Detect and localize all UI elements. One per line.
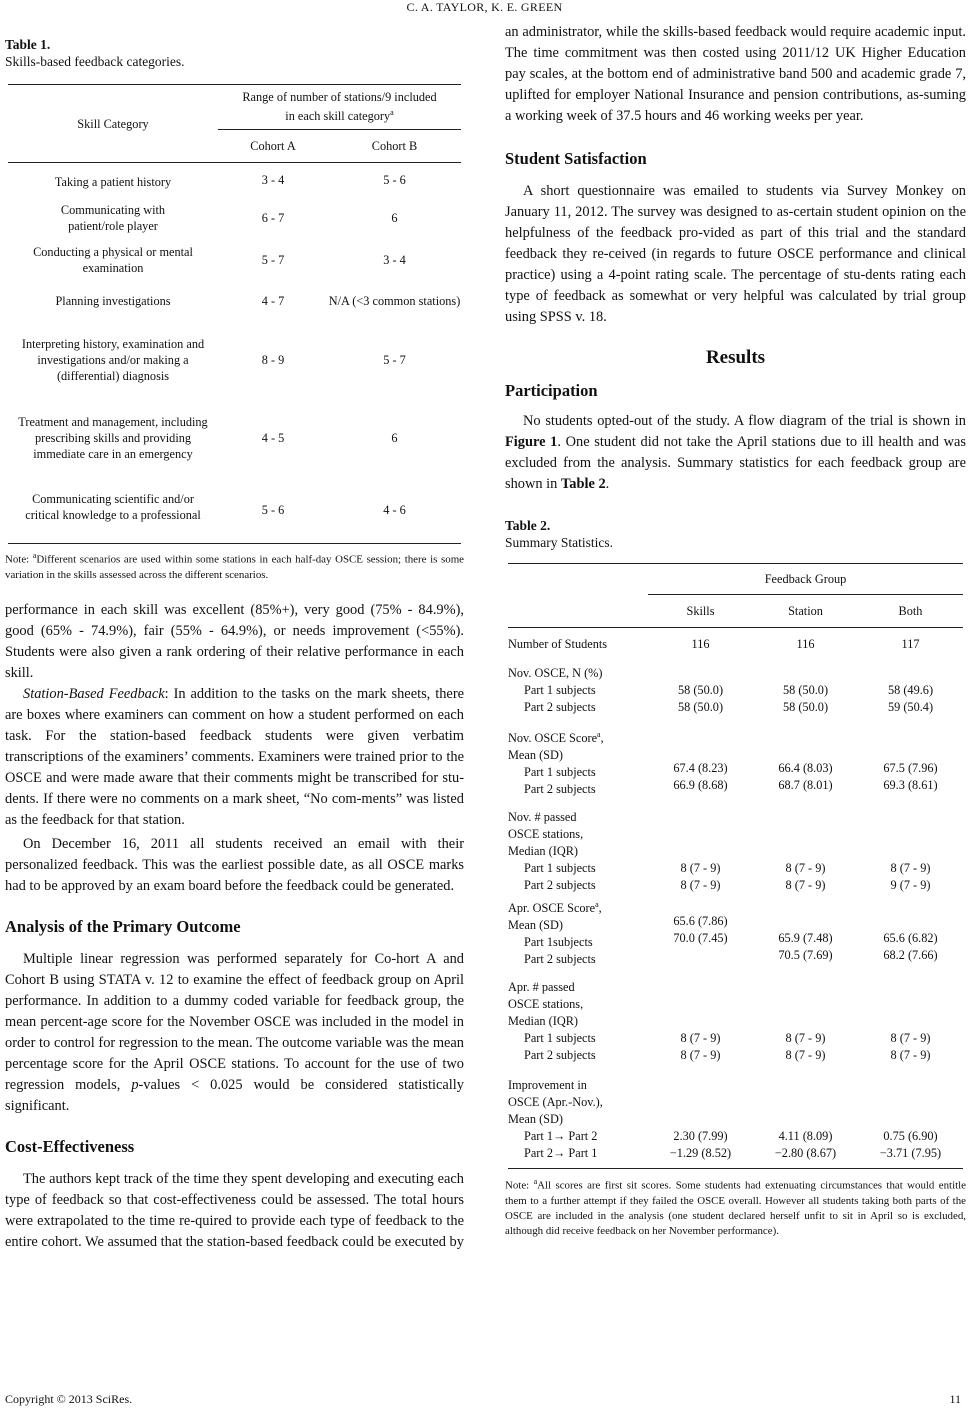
table-row: Treatment and management, including prescribing skills and providing immediate care in an emergency 4 - 5 6 (18, 415, 398, 461)
section-heading: Analysis of the Primary Outcome (5, 916, 241, 936)
left-column (5, 22, 464, 1253)
table-row: Communicating scientific and/or critical knowledge to a professional 5 - 6 4 - 6 (8, 477, 461, 544)
paragraph: The authors kept track of the time they spent developing and executing each type of feedback so that cost-effectiveness could be assessed. The total hours were extrapolated to the time re-quired to provide each type of feedback to the entire cohort. We assumed that the station-based feedback could be executed by (5, 1170, 464, 1250)
table1-header-range: Range of number of stations/9 included in each skill category$^a$ (218, 85, 461, 130)
right-column (505, 22, 966, 1239)
table-row: Nov. OSCE Score$^a$, Mean (SD) Part 1 subjects Part 2 subjects 67.4 (8.23) 66.9 (8.68) 66.4 (8.03) 68.7 (8.01) 67.5 (7.96) 69.3 (8.61) (508, 730, 938, 797)
table1-caption: Skills-based feedback categories. (5, 54, 185, 69)
table-row: Communicating with patient/role player 6 - 7 6 (60, 203, 398, 233)
table2-group-header: Feedback Group (648, 564, 963, 595)
table2-col-skills: Skills (686, 604, 715, 618)
footer-copyright: Copyright © 2013 SciRes. (5, 1392, 133, 1406)
section-heading: Participation (505, 381, 598, 400)
section-heading: Student Satisfaction (505, 149, 647, 168)
page-number: 11 (949, 1392, 961, 1406)
table1-header-cohort-a: Cohort A (250, 139, 296, 153)
table2 (508, 563, 963, 1169)
paragraph: A short questionnaire was emailed to students via Survey Monkey on January 11, 2012. The survey was designed to as-certain student opinion on the helpfulness of the feedback pro-vided as part of this trial and the standard feedback they re-ceived (in regards to future OSCE performance and clinical practice) using a 4-point rating scale. The percentage of stu-dents rating each type of feedback as somewhat or very helpful was calculated by trial group using SPSS v. 18. (505, 183, 966, 325)
table2-label: Table 2. (505, 518, 551, 533)
table2-col-both: Both (898, 604, 923, 618)
table-row: Nov. OSCE, N (%) Part 1 subjects Part 2 subjects 58 (50.0) 58 (50.0) 58 (50.0) 58 (50.0) 58 (49.6) 59 (50.4) (508, 666, 934, 714)
table-row: Apr. OSCE Score$^a$, Mean (SD) Part 1subjects Part 2 subjects 65.6 (7.86) 70.0 (7.45) 65.9 (7.48) 70.5 (7.69) 65.6 (6.82) 68.2 (7.66) (508, 900, 938, 967)
table-row: Taking a patient history 3 - 4 5 - 6 (54, 173, 406, 189)
section-heading: Results (705, 347, 766, 368)
paragraph: Multiple linear regression was performed separately for Co-hort A and Cohort B using STATA v. 12 to examine the effect of feedback group on April performance. In addition to a dummy coded variable for feedback group, the mean percent-age score for the November OSCE was included in the model in order to control for regression to the mean. The outcome variable was the mean percentage score for the April OSCE stations. To account for the use of two regression models, p-values < 0.025 would be considered statistically significant. (5, 950, 464, 1114)
table2-note: Note: $^a$All scores are first sit scores. Some students had extenuating circumstances that would entitle them to a further attempt if they failed the OSCE overall. However all students taking both parts of the OSCE are included in the analysis (one student declared herself unfit to sit in April so is excluded, although did receive feedback on her November performance). (505, 1177, 966, 1237)
table2-col-station: Station (788, 604, 823, 618)
table1-note: Note: $^a$Different scenarios are used within some stations in each half-day OSCE session; there is some variation in the skills assessed across the different scenarios. (5, 551, 464, 581)
table-row: Interpreting history, examination and investigations and/or making a (differential) diagnosis 8 - 9 5 - 7 (21, 337, 406, 383)
section-heading: Cost-Effectiveness (5, 1136, 135, 1156)
table-row: Number of Students 116 116 117 (508, 637, 920, 651)
paragraph: No students opted-out of the study. A flow diagram of the trial is shown in Figure 1. One student did not take the April stations due to ill health and was excluded from the analysis. Summary statistics for each feedback group are shown in Table 2. (505, 413, 966, 492)
table1 (8, 84, 461, 544)
table2-caption: Summary Statistics. (505, 535, 613, 550)
table-row: Conducting a physical or mental examination 5 - 7 3 - 4 (33, 245, 406, 275)
paragraph: an administrator, while the skills-based feedback would require academic input. The time commitment was then costed using 2011/12 UK Higher Education pay scales, at the bottom end of administrative band 500 and academic grade 7, uplifted for employer National Insurance and pension contributions, as-suming a working week of 37.5 hours and 46 working weeks per year. (505, 24, 966, 124)
table1-header-cohort-b: Cohort B (371, 139, 418, 153)
paragraph: On December 16, 2011 all students received an email with their personalized feedback. This was the earliest possible date, as all OSCE marks had to be approved by an exam board before the feedback could be generated. (5, 835, 464, 894)
table-row: Planning investigations 4 - 7 N/A (<3 common stations) (55, 294, 461, 308)
table-row: Apr. # passed OSCE stations, Median (IQR) Part 1 subjects Part 2 subjects 8 (7 - 9) 8 (7 - 9) 8 (7 - 9) 8 (7 - 9) 8 (7 - 9) 8 (7 - 9) (508, 980, 931, 1063)
paragraph: performance in each skill was excellent (85%+), very good (75% - 84.9%), good (65% - 74.9%), fair (55% - 64.9%), or needs improvement (<55%). Students were also given a rank ordering of their relative performance in each skill. (5, 601, 464, 681)
table1-label: Table 1. (5, 37, 51, 52)
table1-header-skill: Skill Category (77, 116, 149, 131)
paragraph: Station-Based Feedback: In addition to the tasks on the mark sheets, there are boxes where examiners can comment on how a student performed on each task. For the station-based feedback students were given verbatim transcriptions of the examiners’ comments. Examiners were trained prior to the OSCE and were made aware that their comments might be transcribed for stu-dents. If there were no comments on a mark sheet, “No com-ments” was listed as the feedback for that station. (5, 685, 464, 828)
table-row: Improvement in OSCE (Apr.-Nov.), Mean (SD) Part 1→ Part 2 Part 2→ Part 1 2.30 (7.99) −1.29 (8.52) 4.11 (8.09) −2.80 (8.67) 0.75 (6.90) −3.71 (7.95) (508, 1064, 963, 1169)
table-row: Nov. # passed OSCE stations, Median (IQR) Part 1 subjects Part 2 subjects 8 (7 - 9) 8 (7 - 9) 8 (7 - 9) 8 (7 - 9) 8 (7 - 9) 9 (7 - 9) (508, 810, 931, 893)
running-head: C. A. TAYLOR, K. E. GREEN (406, 0, 563, 14)
